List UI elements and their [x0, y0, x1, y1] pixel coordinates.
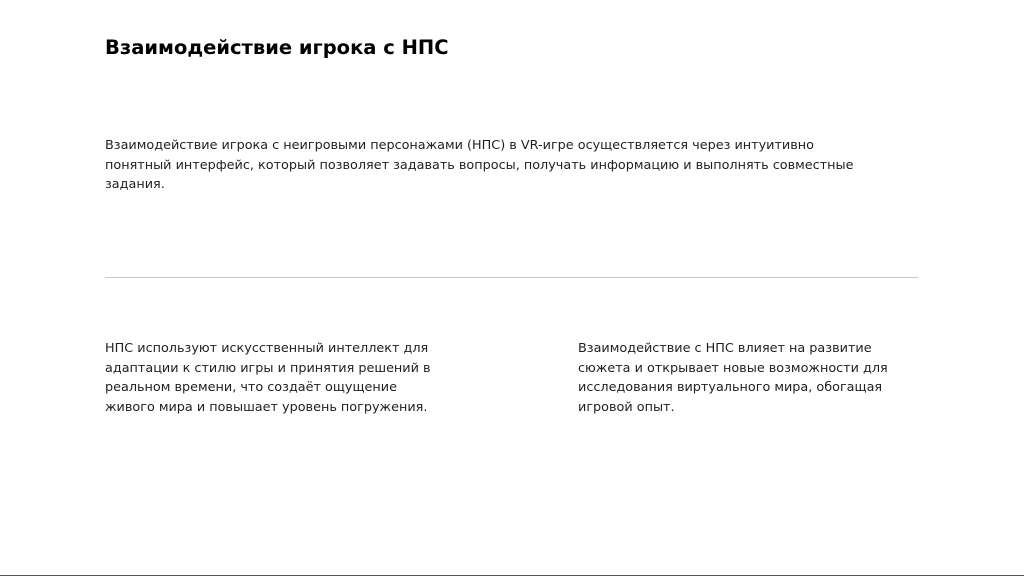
- slide-title: Взаимодействие игрока с НПС: [105, 36, 449, 59]
- right-column-paragraph: Взаимодействие с НПС влияет на развитие сюжета и открывает новые возможности для исследования виртуального мира, обогащая игровой опыт.: [578, 341, 888, 415]
- section-divider: [105, 277, 918, 278]
- left-column-paragraph: НПС используют искусственный интеллект для адаптации к стилю игры и принятия решений в реальном времени, что создаёт ощущение живого мира и повышает уровень погружения.: [105, 341, 431, 415]
- intro-paragraph: Взаимодействие игрока с неигровыми персонажами (НПС) в VR-игре осуществляется через интуитивно понятный интерфейс, который позволяет задавать вопросы, получать информацию и выполнять совместные задания.: [105, 138, 854, 192]
